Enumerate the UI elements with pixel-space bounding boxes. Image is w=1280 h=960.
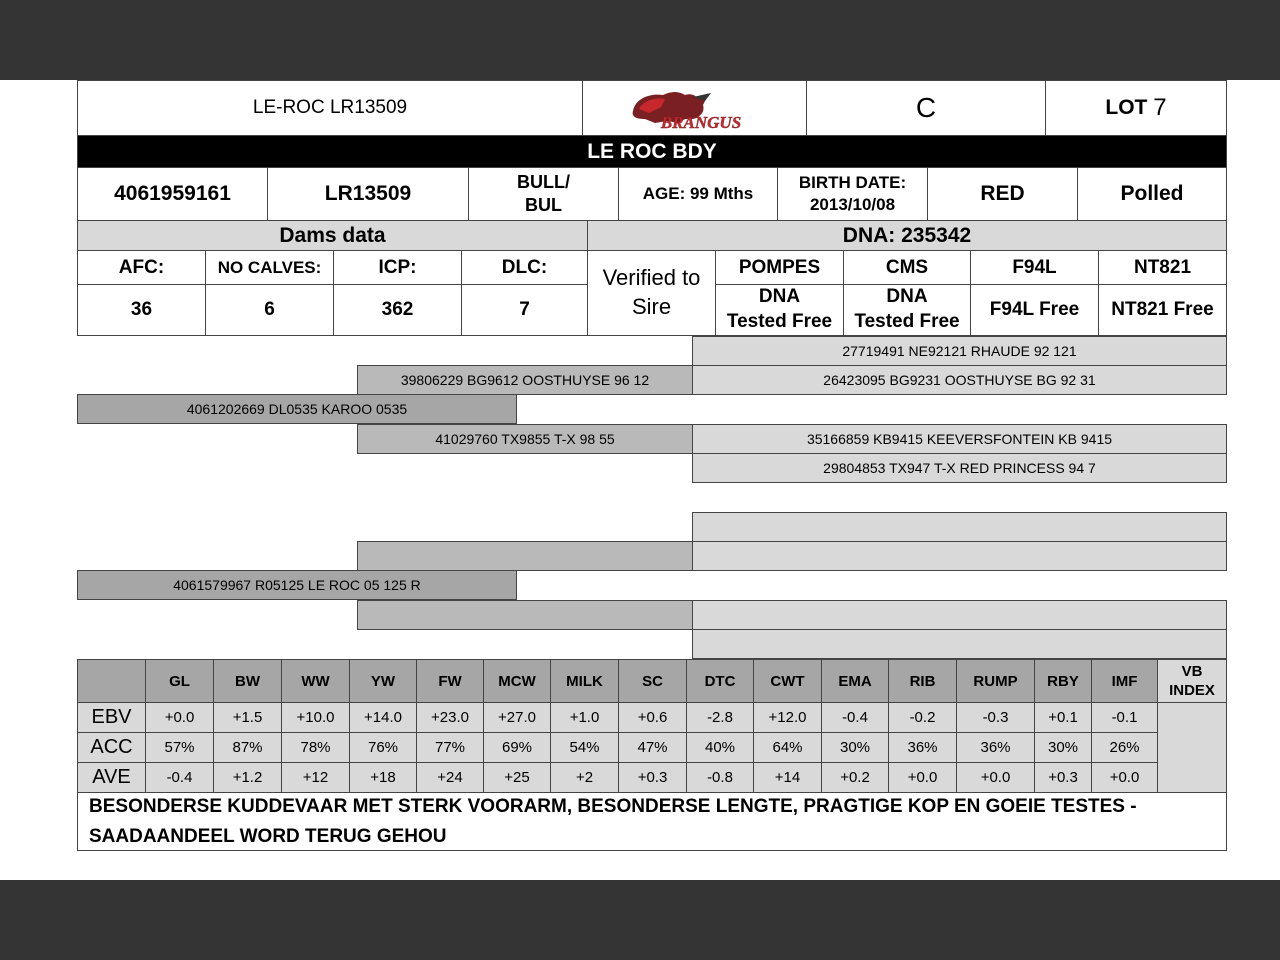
ebv-column-header: YW [349, 659, 417, 703]
dna-result-line: DNA [886, 286, 928, 308]
ebv-row-label: ACC [77, 732, 146, 763]
pedigree-dam-sire-sire [692, 512, 1227, 542]
dna-result-pompes [715, 284, 844, 336]
ebv-value-cell: 40% [686, 732, 754, 763]
ebv-column-header: CWT [753, 659, 822, 703]
ebv-value-cell: +0.0 [145, 702, 214, 733]
verified-line-2: Sire [631, 294, 672, 319]
dams-value-no-calves: 6 [205, 284, 334, 336]
ebv-value-cell: +27.0 [483, 702, 551, 733]
ebv-header-corner [77, 659, 146, 703]
dna-result-line: Tested Free [854, 311, 960, 332]
ebv-column-header: RBY [1034, 659, 1092, 703]
ebv-value-cell: +0.0 [1091, 762, 1158, 793]
ebv-value-cell: +1.2 [213, 762, 282, 793]
ebv-value-cell: +24 [416, 762, 484, 793]
ebv-value-cell: 87% [213, 732, 282, 763]
dams-header-no-calves: NO CALVES: [205, 250, 334, 285]
ebv-column-header: DTC [686, 659, 754, 703]
ebv-value-cell: +1.0 [550, 702, 619, 733]
ebv-column-header: MILK [550, 659, 619, 703]
dna-title: DNA: 235342 [587, 220, 1227, 251]
animal-code: LR13509 [267, 167, 469, 221]
ebv-value-cell: +10.0 [281, 702, 350, 733]
ebv-value-cell: +0.0 [888, 762, 957, 793]
ebv-column-header: RIB [888, 659, 957, 703]
ebv-column-header: IMF [1091, 659, 1158, 703]
ebv-value-cell: +1.5 [213, 702, 282, 733]
ebv-column-header: BW [213, 659, 282, 703]
birth-date-label: BIRTH DATE: [798, 172, 907, 192]
ebv-column-header: EMA [821, 659, 889, 703]
ebv-value-cell: -0.1 [1091, 702, 1158, 733]
ebv-value-cell: 36% [888, 732, 957, 763]
dna-header-cms: CMS [843, 250, 971, 285]
dna-result-f94l: F94L Free [970, 284, 1099, 336]
pedigree-sire-dam: 41029760 TX9855 T-X 98 55 [357, 424, 693, 454]
ebv-value-cell: +0.3 [1034, 762, 1092, 793]
pedigree-dam: 4061579967 R05125 LE ROC 05 125 R [77, 570, 517, 600]
ebv-value-cell: +0.3 [618, 762, 687, 793]
dams-header-icp: ICP: [333, 250, 462, 285]
ebv-value-cell: 78% [281, 732, 350, 763]
remarks [77, 792, 1227, 851]
animal-horn-status: Polled [1077, 167, 1227, 221]
dams-header-afc: AFC: [77, 250, 206, 285]
ebv-value-cell: +18 [349, 762, 417, 793]
lot-number: 7 [1153, 94, 1167, 121]
pedigree-sire: 4061202669 DL0535 KAROO 0535 [77, 394, 517, 424]
ebv-value-cell: 26% [1091, 732, 1158, 763]
ebv-value-cell: -2.8 [686, 702, 754, 733]
sex-line-1: BULL/ [517, 171, 570, 192]
verified-to-sire [587, 250, 716, 336]
ebv-value-cell: 69% [483, 732, 551, 763]
pedigree-dam-sire [357, 541, 693, 571]
ebv-column-header: MCW [483, 659, 551, 703]
ebv-value-cell: +12 [281, 762, 350, 793]
vb-index-line-2: INDEX [1169, 682, 1215, 699]
ebv-value-cell: +0.0 [956, 762, 1035, 793]
remarks-line-1: BESONDERSE KUDDEVAAR MET STERK VOORARM, BESONDERSE LENGTE, PRAGTIGE KOP EN GOEIE TESTES - [89, 796, 1137, 818]
pedigree-sire-dam-sire: 35166859 KB9415 KEEVERSFONTEIN KB 9415 [692, 424, 1227, 454]
ebv-value-cell: +23.0 [416, 702, 484, 733]
dams-value-dlc: 7 [461, 284, 588, 336]
animal-sex [468, 167, 619, 221]
ebv-value-cell: 30% [821, 732, 889, 763]
ebv-value-cell: 57% [145, 732, 214, 763]
remarks-line-2: SAADAANDEEL WORD TERUG GEHOU [89, 825, 447, 847]
dams-header-dlc: DLC: [461, 250, 588, 285]
ebv-value-cell: 77% [416, 732, 484, 763]
pedigree-dam-dam-sire [692, 600, 1227, 630]
ebv-column-header: SC [618, 659, 687, 703]
ebv-row-label: AVE [77, 762, 146, 793]
ebv-value-cell: -0.4 [821, 702, 889, 733]
sex-line-2: BUL [525, 195, 562, 215]
ebv-value-cell: +12.0 [753, 702, 822, 733]
ebv-value-cell: +0.1 [1034, 702, 1092, 733]
ebv-value-cell: +14 [753, 762, 822, 793]
pedigree-sire-sire-dam: 26423095 BG9231 OOSTHUYSE BG 92 31 [692, 365, 1227, 395]
dna-header-f94l: F94L [970, 250, 1099, 285]
vb-index-line-1: VB [1181, 662, 1203, 680]
ebv-row-label: EBV [77, 702, 146, 733]
ebv-value-cell: -0.8 [686, 762, 754, 793]
pedigree-sire-sire-sire: 27719491 NE92121 RHAUDE 92 121 [692, 336, 1227, 366]
dna-header-nt821: NT821 [1098, 250, 1227, 285]
vb-index-value [1157, 702, 1227, 793]
ebv-value-cell: 76% [349, 732, 417, 763]
dams-value-afc: 36 [77, 284, 206, 336]
dams-data-title: Dams data [77, 220, 588, 251]
birth-date [777, 167, 928, 221]
registration-number: LE-ROC LR13509 [77, 80, 583, 136]
ebv-value-cell: -0.3 [956, 702, 1035, 733]
animal-name: LE ROC BDY [77, 135, 1227, 168]
vb-index-header [1157, 659, 1227, 703]
ebv-column-header: FW [416, 659, 484, 703]
verified-line-1: Verified to [602, 265, 701, 291]
ebv-value-cell: +0.6 [618, 702, 687, 733]
birth-date-value: 2013/10/08 [809, 195, 896, 214]
pedigree-sire-sire: 39806229 BG9612 OOSTHUYSE 96 12 [357, 365, 693, 395]
pedigree-sire-dam-dam: 29804853 TX947 T-X RED PRINCESS 94 7 [692, 453, 1227, 483]
ebv-column-header: GL [145, 659, 214, 703]
dna-result-cms [843, 284, 971, 336]
catalogue-page [0, 80, 1280, 880]
ebv-value-cell: 36% [956, 732, 1035, 763]
ebv-value-cell: -0.2 [888, 702, 957, 733]
dna-result-line: Tested Free [726, 311, 833, 332]
ebv-value-cell: +2 [550, 762, 619, 793]
ebv-value-cell: +25 [483, 762, 551, 793]
ebv-value-cell: -0.4 [145, 762, 214, 793]
animal-colour: RED [927, 167, 1078, 221]
ebv-column-header: RUMP [956, 659, 1035, 703]
pedigree-dam-dam-dam [692, 629, 1227, 659]
ebv-value-cell: +0.2 [821, 762, 889, 793]
dna-result-nt821: NT821 Free [1098, 284, 1227, 336]
dna-result-line: DNA [758, 286, 801, 308]
bull-logo-icon [615, 83, 775, 133]
ebv-value-cell: +14.0 [349, 702, 417, 733]
ebv-column-header: WW [281, 659, 350, 703]
ebv-value-cell: 30% [1034, 732, 1092, 763]
dna-header-pompes: POMPES [715, 250, 844, 285]
lot-cell [1045, 80, 1227, 136]
ebv-value-cell: 47% [618, 732, 687, 763]
pedigree-dam-sire-dam [692, 541, 1227, 571]
ebv-value-cell: 54% [550, 732, 619, 763]
ebv-value-cell: 64% [753, 732, 822, 763]
brangus-logo [582, 80, 807, 136]
pedigree-dam-dam [357, 600, 693, 630]
animal-age: AGE: 99 Mths [618, 167, 778, 221]
class-grade: C [806, 80, 1046, 136]
animal-id: 4061959161 [77, 167, 268, 221]
logo-wordmark: BRANGUS [660, 113, 741, 132]
lot-label: LOT [1105, 96, 1148, 119]
dams-value-icp: 362 [333, 284, 462, 336]
